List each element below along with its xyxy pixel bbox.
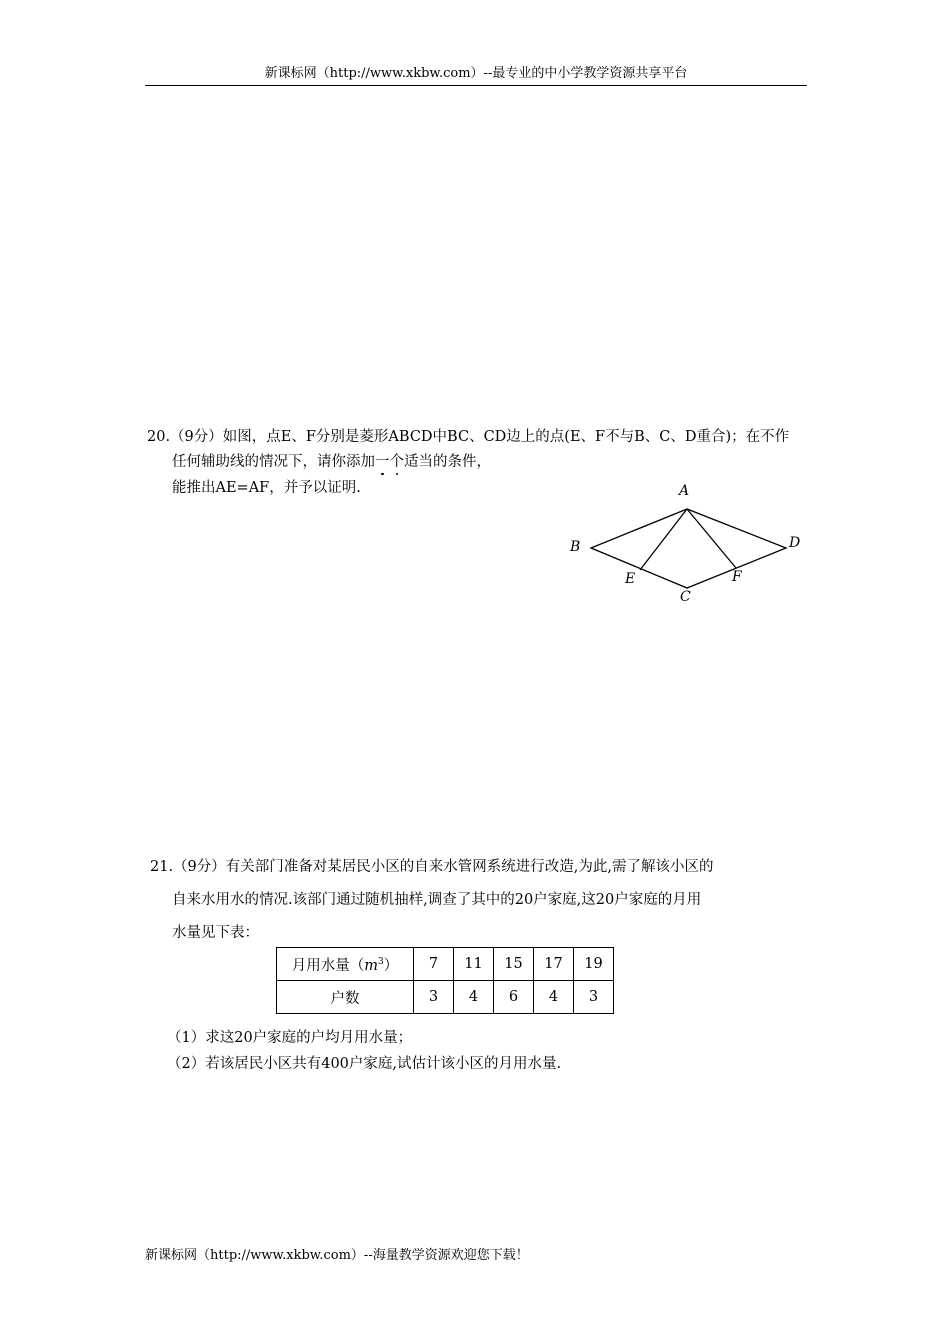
table-cell: 19 (574, 948, 614, 981)
q20-emphasis-one: 一 (375, 454, 390, 470)
monthly-usage-header: 月用水量$(m^3)$ (277, 948, 414, 981)
q20-emphasis-ge: 个 (389, 454, 404, 470)
table-cell: 11 (454, 948, 494, 981)
table-cell: 4 (454, 981, 494, 1014)
q21-subquestion-2: （2）若该居民小区共有400户家庭,试估计该小区的月用水量. (167, 1056, 562, 1072)
table-row (277, 948, 614, 981)
q21-line3: 水量见下表： (172, 925, 259, 941)
label-c: C (680, 589, 691, 605)
table-cell: 4 (534, 981, 574, 1014)
unit-m: m (364, 957, 378, 974)
q20-line2-text-a: 任何辅助线的情况下，请你添加 (172, 454, 375, 470)
label-e: E (625, 571, 636, 587)
q21-line2: 自来水用水的情况.该部门通过随机抽样,调查了其中的20户家庭,这20户家庭的月用 (172, 892, 702, 908)
table-cell: 6 (494, 981, 534, 1014)
table-cell: 3 (574, 981, 614, 1014)
q20-line1: 20.（9分）如图，点E、F分别是菱形ABCD中BC、CD边上的点(E、F不与B、C、D重合)；在不作 (147, 429, 790, 445)
table-row (277, 981, 614, 1014)
unit-exponent: 3 (378, 956, 384, 967)
q21-line1: 21.（9分）有关部门准备对某居民小区的自来水管网系统进行改造,为此,需了解该小区的 (150, 859, 714, 875)
page-footer: 新课标网（http://www.xkbw.com）--海量教学资源欢迎您下载！ (145, 1248, 529, 1263)
household-count-header: 户数 (277, 981, 414, 1014)
header-rule (145, 85, 807, 86)
label-a: A (679, 483, 690, 499)
rhombus-abcd (591, 509, 786, 588)
label-b: B (570, 539, 581, 555)
table-cell: 17 (534, 948, 574, 981)
q20-line2 (172, 452, 491, 472)
table-cell: 7 (414, 948, 454, 981)
table-cell: 15 (494, 948, 534, 981)
q20-line3: 能推出AE=AF，并予以证明. (172, 480, 361, 496)
table-cell: 3 (414, 981, 454, 1014)
q20-line2-text-b: 适当的条件， (404, 454, 491, 470)
rhombus-figure (560, 476, 810, 612)
label-f: F (732, 569, 742, 585)
segment-af (687, 509, 736, 568)
label-d: D (789, 535, 801, 551)
q21-subquestion-1: （1）求这20户家庭的户均月用水量； (167, 1030, 413, 1046)
water-usage-table (276, 947, 614, 1014)
page-header: 新课标网（http://www.xkbw.com）--最专业的中小学教学资源共享平台 (264, 66, 688, 81)
